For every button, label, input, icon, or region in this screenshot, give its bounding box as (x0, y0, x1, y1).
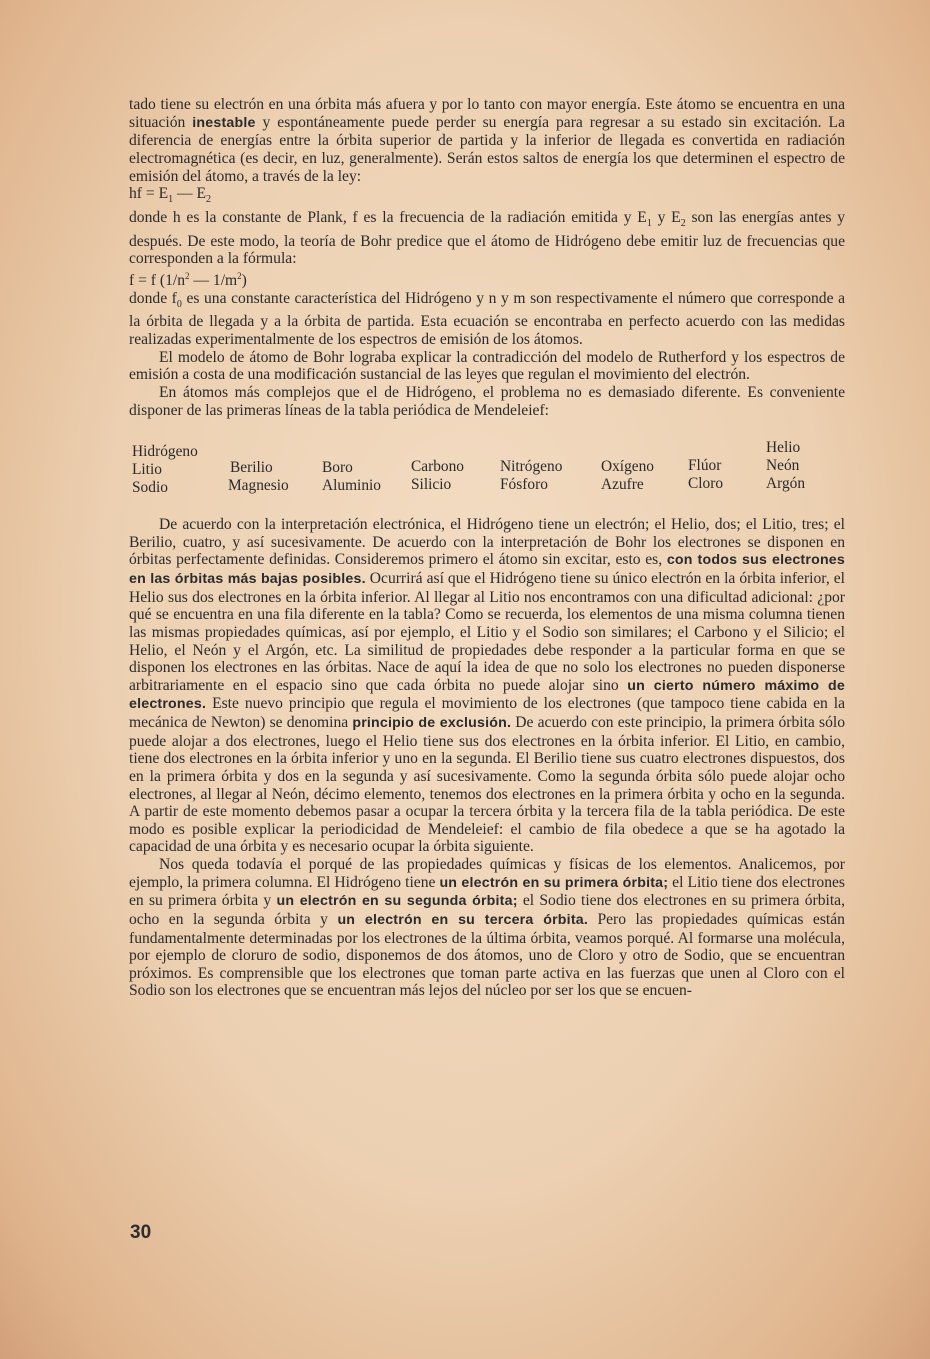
element-helio: Helio (766, 439, 801, 457)
formula-energy: hf = $E_1$ — $E_2$ (129, 185, 212, 206)
formula-frequency: f = f ($1/n^2$ — $1/m^2$) (129, 270, 247, 290)
element-sodio: Sodio (132, 479, 168, 497)
element-neon: Neón (766, 457, 800, 475)
paragraph: Nos queda todavía el porqué de las propiedades químicas y físicas de los elementos. Analicemos, por ejemplo, la primera columna. El Hidrógeno tiene un electrón en su primera órbita; el Litio tiene dos electrones en su primera órbita y un electrón en su segunda órbita; el Sodio tiene dos electrones en su primera órbita, ocho en la segunda órbita y un electrón en su tercera órbita. Pero las propiedades químicas están fundamentalmente determinadas por los electrones de la última órbita, veamos porqué. Al formarse una molécula, por ejemplo de cloruro de sodio, disponemos de dos átomos, uno de Cloro y otro de Sodio, que se encuentran próximos. Es comprensible que los electrones que toman parte activa en las fuerzas que unen al Cloro con el Sodio son los electrones que se encuentran más lejos del núcleo por ser los que se encuen- (129, 856, 845, 1000)
element-berilio: Berilio (230, 459, 273, 477)
paragraph: El modelo de átomo de Bohr lograba explicar la contradicción del modelo de Rutherford y los espectros de emisión a costa de una modificación sustancial de las leyes que regulan el movimiento del electrón. (129, 348, 845, 384)
element-fluor: Flúor (688, 457, 722, 475)
bold-term: un electrón en su segunda órbita; (276, 893, 518, 910)
element-nitrogeno: Nitrógeno (500, 458, 563, 476)
bold-term: principio de exclusión. (352, 715, 512, 732)
bold-term: inestable (192, 114, 256, 131)
paragraph: donde $f_0$ es una constante característica del Hidrógeno y n y m son respectivamente el número que corresponde a la órbita de llegada y a la órbita de partida. Esta ecuación se encontraba en perfecto acuerdo con las medidas realizadas experimentalmente de los espectros de emisión de los átomos. (129, 289, 845, 349)
element-azufre: Azufre (601, 476, 644, 494)
bold-term: un cierto número máximo de electrones. (129, 677, 846, 713)
paragraph: tado tiene su electrón en una órbita más afuera y por lo tanto con mayor energía. Este átomo se encuentra en una situación inestable y espontáneamente puede perder su energía para regresar a su estado sin excitación. La diferencia de energías entre la órbita superior de partida y la inferior de llegada es convertida en radiación electromagnética (es decir, en luz, generalmente). Serán estos saltos de energía los que determinen el espectro de emisión del átomo, a través de la ley: (129, 96, 845, 185)
paragraph: donde h es la constante de Plank, f es la frecuencia de la radiación emitida y $E_1$ y $E_2$ son las energías antes y después. De este modo, la teoría de Bohr predice que el átomo de Hidrógeno debe emitir luz de frecuencias que corresponden a la fórmula: (129, 208, 845, 268)
bold-term: un electrón en su tercera órbita. (337, 911, 588, 928)
periodic-table-excerpt (129, 433, 845, 499)
page-number: 30 (130, 1222, 152, 1243)
element-argon: Argón (766, 475, 806, 493)
element-aluminio: Aluminio (322, 477, 381, 495)
element-silicio: Silicio (411, 476, 452, 494)
bold-term: un electrón en su primera órbita; (439, 874, 669, 891)
element-oxigeno: Oxígeno (601, 458, 655, 476)
element-magnesio: Magnesio (228, 477, 289, 495)
bold-term: con todos sus electrones en las órbitas más bajas posibles. (129, 552, 845, 588)
element-fosforo: Fósforo (500, 476, 548, 494)
element-boro: Boro (322, 459, 353, 477)
element-litio: Litio (132, 461, 162, 479)
element-hidrogeno: Hidrógeno (132, 443, 198, 461)
element-carbono: Carbono (411, 458, 465, 476)
paragraph: De acuerdo con la interpretación electrónica, el Hidrógeno tiene un electrón; el Helio, dos; el Litio, tres; el Berilio, cuatro, y así sucesivamente. De acuerdo con la interpretación de Bohr los electrones se disponen en órbitas perfectamente definidas. Consideremos primero el átomo sin excitar, esto es, con todos sus electrones en las órbitas más bajas posibles. Ocurrirá así que el Hidrógeno tiene su único electrón en la órbita inferior, el Helio sus dos electrones en la órbita inferior. Al llegar al Litio nos encontramos con una dificultad adicional: ¿por qué se encuentra en una fila diferente en la tabla? Como se recuerda, los elementos de una misma columna tienen las mismas propiedades químicas, así por ejemplo, el Litio y el Sodio son similares; el Carbono y el Silicio; el Helio, el Neón y el Argón, etc. La similitud de propiedades debe responder a la particular forma en que se disponen los electrones en las órbitas. Nace de aquí la idea de que no solo los electrones no pueden disponerse arbitrariamente en el espacio sino que cada órbita no puede alojar sino un cierto número máximo de electrones. Este nuevo principio que regula el movimiento de los electrones (que tampoco tiene cabida en la mecánica de Newton) se denomina principio de exclusión. De acuerdo con este principio, la primera órbita sólo puede alojar a dos electrones, luego el Helio tiene sus dos electrones en la órbita inferior. El Litio, en cambio, tiene dos electrones en la órbita inferior y uno en la segunda. El Berilio tiene sus cuatro electrones dispuestos, dos en la primera órbita y dos en la segunda y así sucesivamente. Como la segunda órbita sólo puede alojar ocho electrones, al llegar al Neón, décimo elemento, tenemos dos electrones en la primera órbita y ocho en la segunda. A partir de este momento debemos pasar a ocupar la tercera órbita y la tercera fila de la tabla periódica. De este modo es posible explicar la periodicidad de Mendeleief: el cambio de fila obedece a que se ha agotado la capacidad de una órbita y es necesario ocupar la órbita siguiente. (129, 516, 846, 856)
paragraph: En átomos más complejos que el de Hidrógeno, el problema no es demasiado diferente. Es conveniente disponer de las primeras líneas de la tabla periódica de Mendeleief: (129, 383, 845, 419)
element-cloro: Cloro (688, 475, 724, 493)
page-body (129, 96, 845, 1000)
